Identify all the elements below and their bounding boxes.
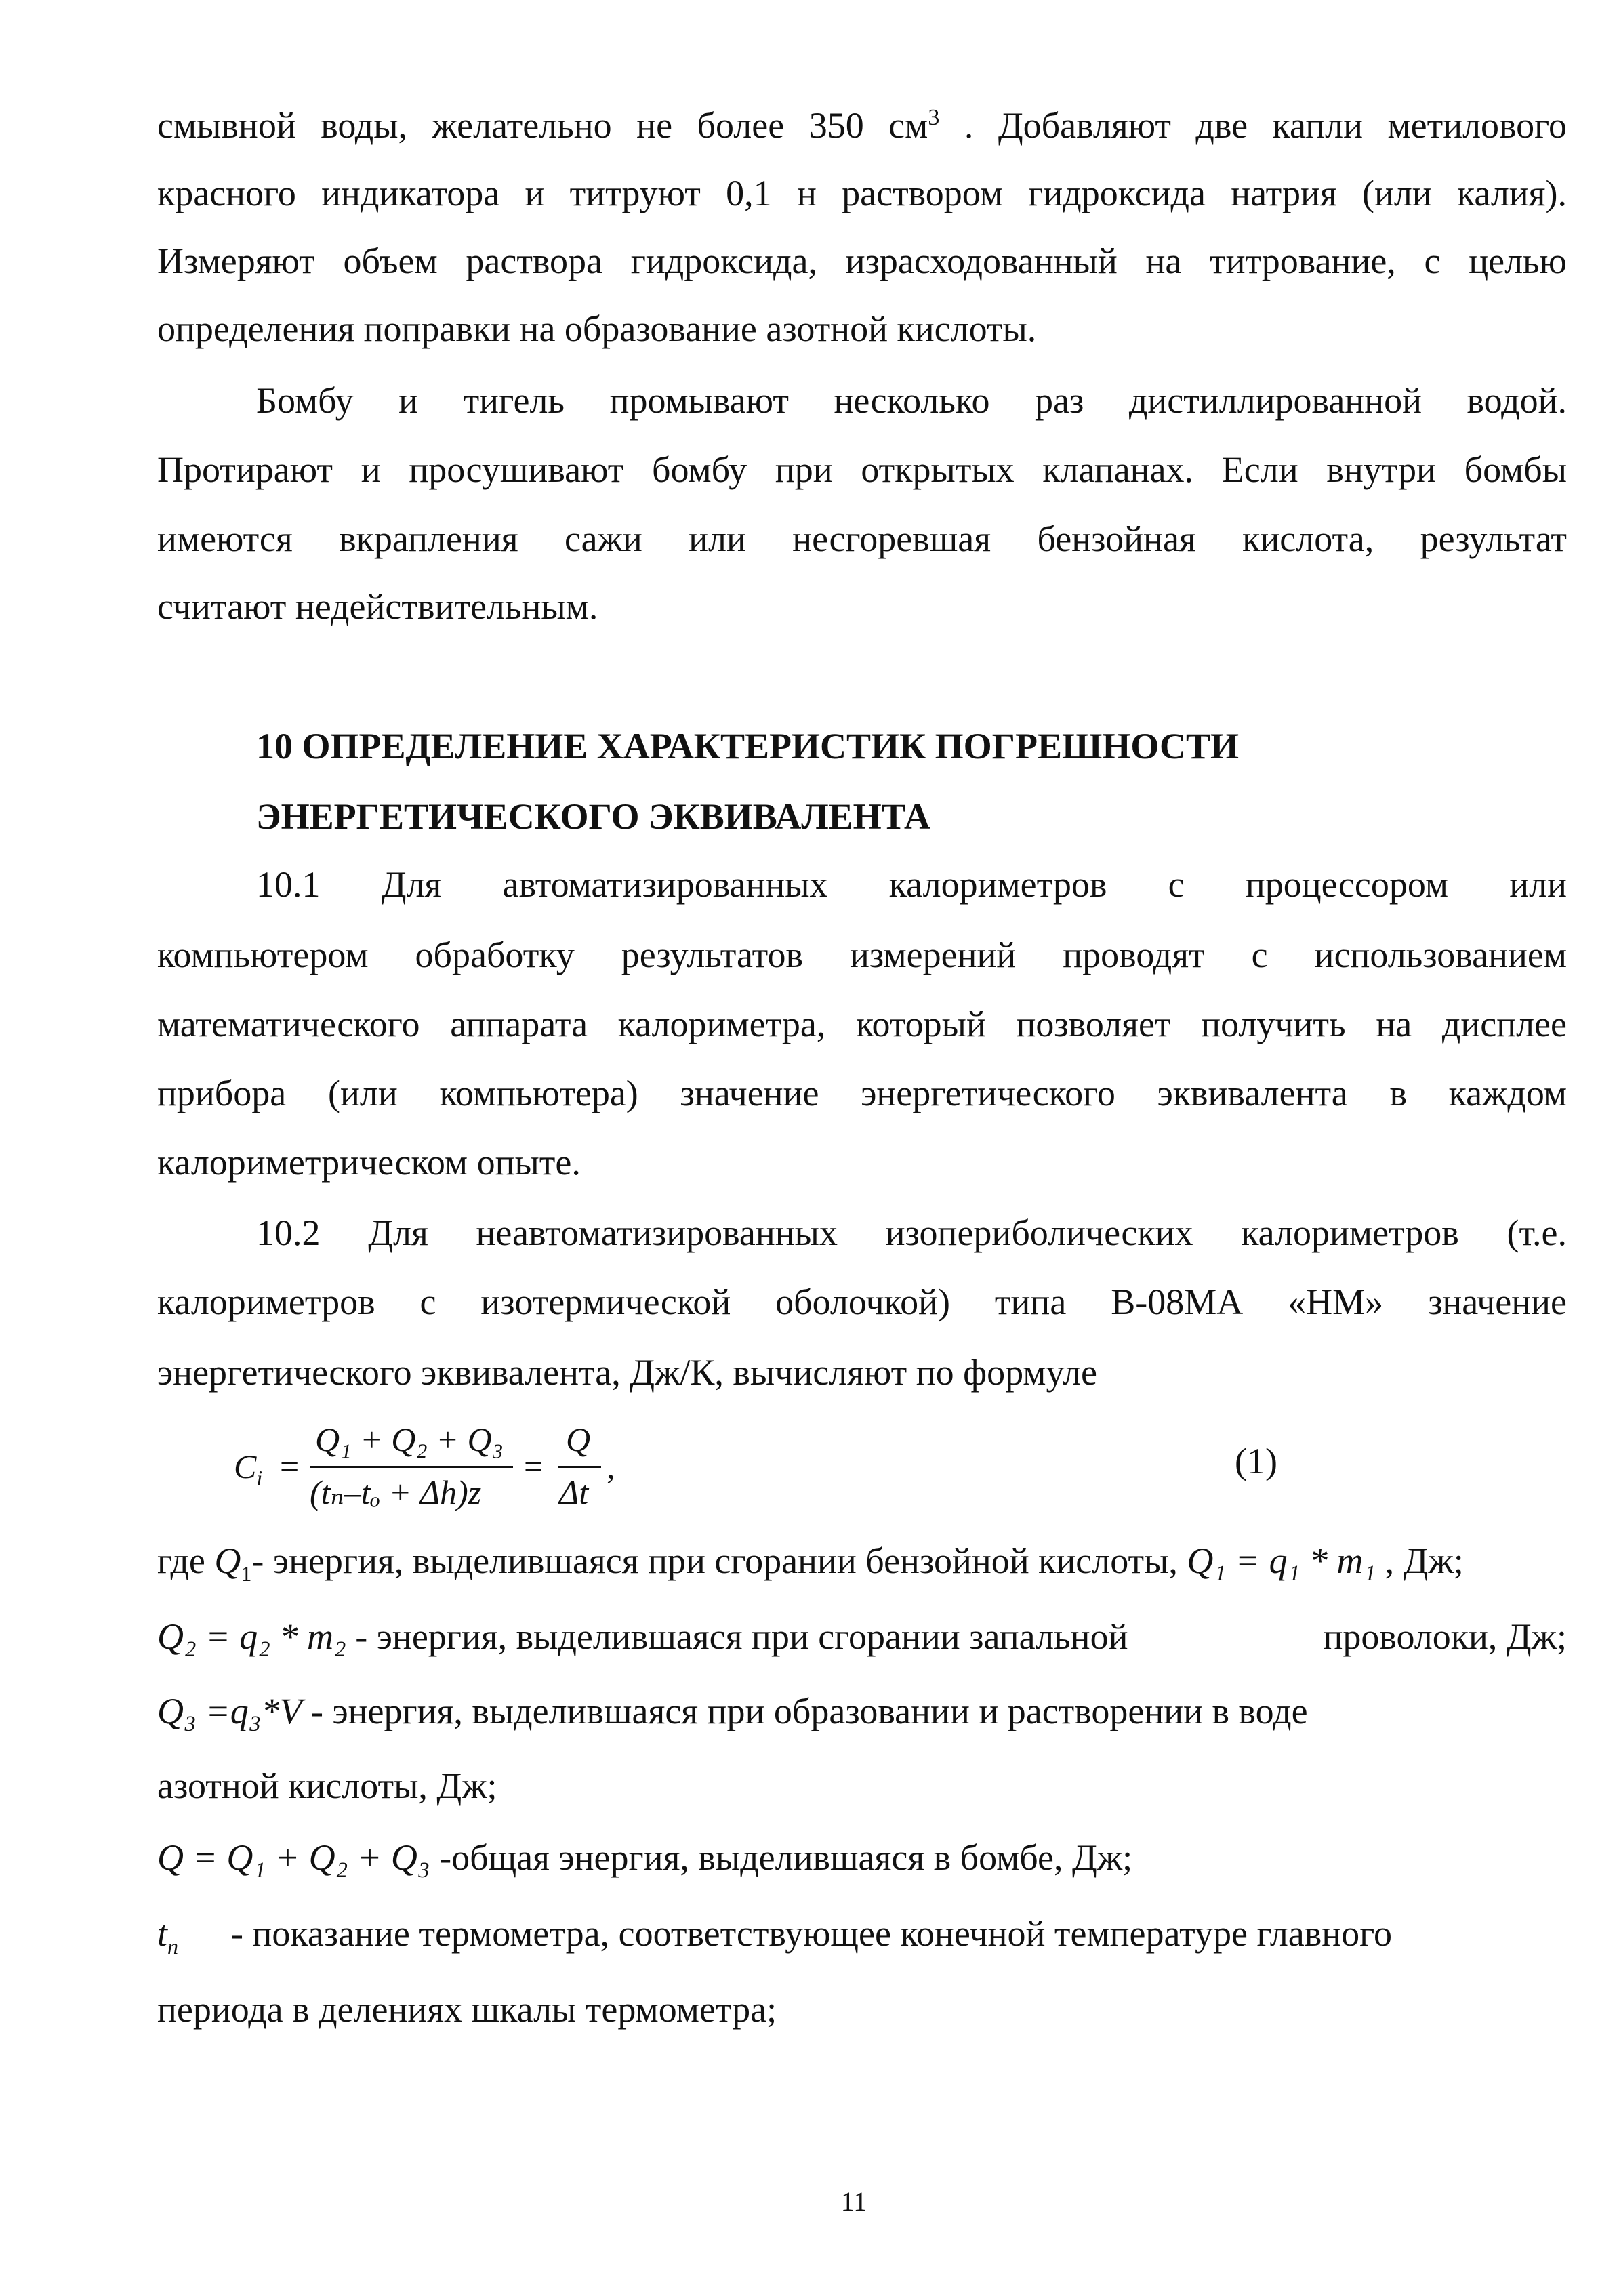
- paragraph-2-line-3: имеются вкрапления сажи или несгоревшая бензойная кислота, результат: [157, 518, 1567, 559]
- formula-denominator-2: Δt: [559, 1473, 589, 1511]
- formula-numerator-2: Q: [566, 1420, 591, 1458]
- inline-formula: Q₃ =q₃*V: [157, 1691, 302, 1731]
- formula-numerator: Q₁ + Q₂ + Q₃: [315, 1420, 504, 1458]
- paragraph-10-1-line-4: прибора (или компьютера) значение энергетического эквивалента в каждом: [157, 1073, 1567, 1113]
- text-run: - энергия, выделившаяся при сгорании бензойной кислоты,: [251, 1540, 1187, 1581]
- text-run: - показание термометра, соответствующее конечной температуре главного: [231, 1913, 1392, 1954]
- text-run: -общая энергия, выделившаяся в бомбе, Дж;: [430, 1837, 1133, 1878]
- text-run: смывной воды, желательно не более 350 см: [157, 105, 928, 146]
- symbol: t: [157, 1913, 168, 1954]
- paragraph-2-line-2: Протирают и просушивают бомбу при открытых клапанах. Если внутри бомбы: [157, 449, 1567, 490]
- definition-q3-continued: азотной кислоты, Дж;: [157, 1765, 497, 1806]
- paragraph-1-line-3: Измеряют объем раствора гидроксида, израсходованный на титрование, с целью: [157, 241, 1567, 281]
- paragraph-1-line-4: определения поправки на образование азотной кислоты.: [157, 308, 1037, 349]
- section-heading-line-2: ЭНЕРГЕТИЧЕСКОГО ЭКВИВАЛЕНТА: [256, 796, 930, 837]
- formula-equals: =: [280, 1448, 300, 1485]
- subscript: 1: [241, 1561, 252, 1586]
- formula-equals-2: =: [524, 1448, 544, 1485]
- formula-lhs: [234, 1447, 263, 1490]
- definition-q1: [157, 1537, 1567, 1584]
- formula-comma: ,: [607, 1448, 615, 1485]
- formula-1: [234, 1420, 708, 1521]
- paragraph-2-line-1: Бомбу и тигель промывают несколько раз дистиллированной водой.: [256, 380, 1567, 421]
- paragraph-10-1-line-5: калориметрическом опыте.: [157, 1142, 581, 1183]
- paragraph-10-2-line-1: 10.2 Для неавтоматизированных изопериболических калориметров (т.е.: [256, 1212, 1567, 1253]
- inline-formula: Q = Q₁ + Q₂ + Q₃: [157, 1837, 430, 1878]
- text-run: , Дж;: [1376, 1540, 1464, 1581]
- paragraph-1-line-2: красного индикатора и титруют 0,1 н раствором гидроксида натрия (или калия).: [157, 173, 1567, 213]
- superscript: 3: [928, 105, 940, 130]
- formula-fraction-bar-2: [558, 1466, 601, 1468]
- equation-number: (1): [1235, 1441, 1277, 1481]
- paragraph-10-1-line-2: компьютером обработку результатов измерений проводят с использованием: [157, 935, 1567, 975]
- definition-q: [157, 1834, 1567, 1881]
- paragraph-10-1-line-1: 10.1 Для автоматизированных калориметров с процессором или: [256, 864, 1567, 905]
- paragraph-10-2-line-3: энергетического эквивалента, Дж/К, вычисляют по формуле: [157, 1352, 1098, 1393]
- text-run: . Добавляют две капли метилового: [939, 105, 1567, 146]
- inline-formula: Q₁ = q₁ * m₁: [1187, 1540, 1376, 1581]
- text-run: - энергия, выделившаяся при образовании и растворении в воде: [302, 1691, 1308, 1731]
- text-run: где: [157, 1540, 215, 1581]
- definition-q3: [157, 1687, 1567, 1735]
- paragraph-1-line-1: [157, 102, 1567, 149]
- inline-formula: Q₂ = q₂ * m₂: [157, 1616, 346, 1657]
- paragraph-10-2-line-2: калориметров с изотермической оболочкой) типа В-08МА «НМ» значение: [157, 1282, 1567, 1322]
- formula-lhs-symbol: C: [234, 1448, 257, 1485]
- paragraph-2-line-4: считают недействительным.: [157, 586, 598, 627]
- definition-tn-continued: периода в делениях шкалы термометра;: [157, 1989, 777, 2030]
- page-number: 11: [840, 2186, 867, 2217]
- paragraph-10-1-line-3: математического аппарата калориметра, который позволяет получить на дисплее: [157, 1004, 1567, 1044]
- section-heading-line-1: 10 ОПРЕДЕЛЕНИЕ ХАРАКТЕРИСТИК ПОГРЕШНОСТИ: [256, 726, 1240, 766]
- text-run: - энергия, выделившаяся при сгорании запальной: [346, 1616, 1128, 1657]
- definition-tn: [157, 1910, 1567, 1957]
- subscript: n: [167, 1933, 179, 1959]
- formula-fraction-bar: [310, 1466, 513, 1468]
- definition-q2-tail: проволоки, Дж;: [1323, 1616, 1567, 1657]
- formula-lhs-subscript: i: [256, 1466, 263, 1490]
- symbol: Q: [214, 1540, 241, 1581]
- formula-denominator: (tₙ–tₒ + Δh)z: [310, 1473, 482, 1511]
